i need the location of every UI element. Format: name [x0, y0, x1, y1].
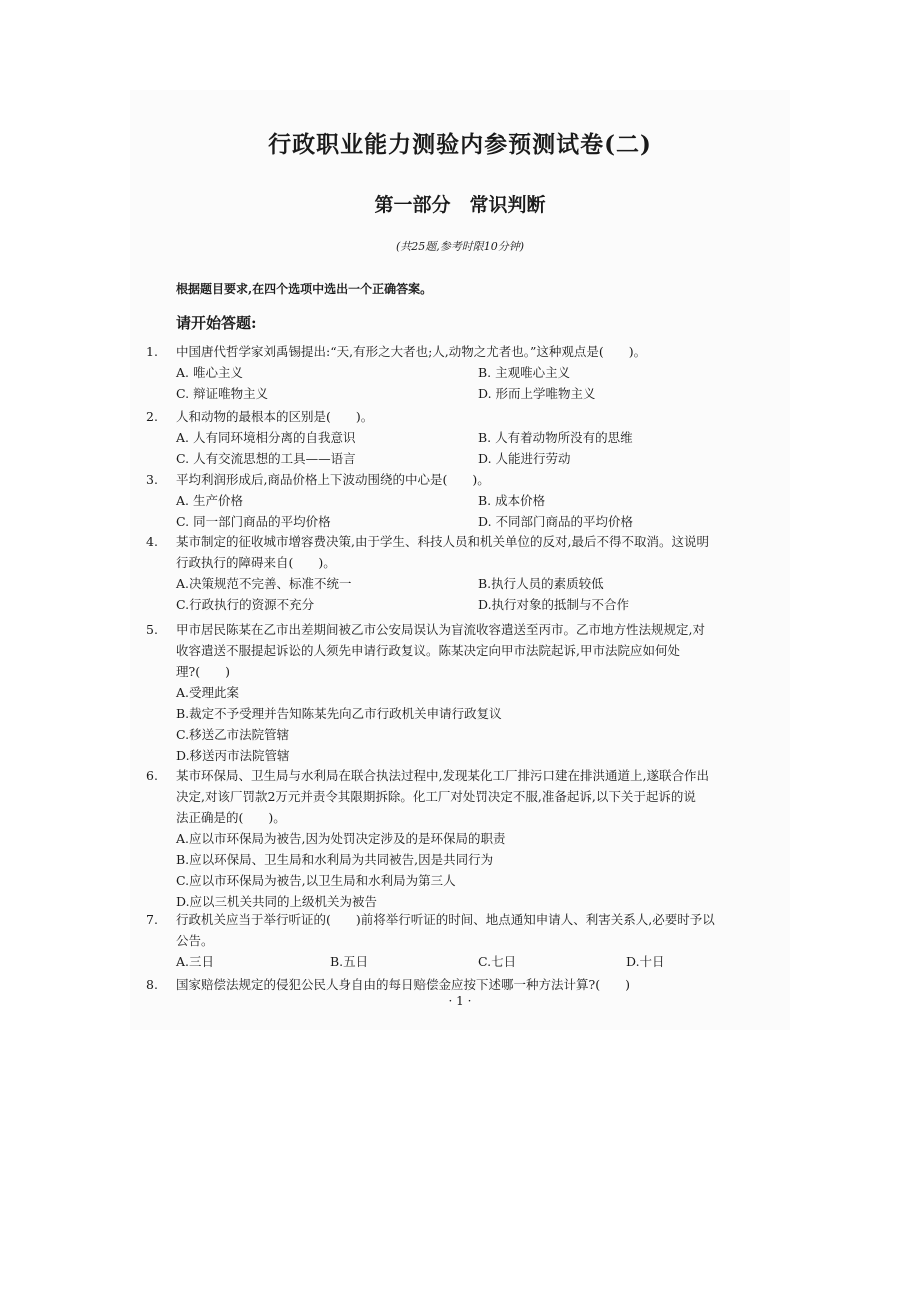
question-text: 中国唐代哲学家刘禹锡提出:“天,有形之大者也;人,动物之尤者也。”这种观点是( )。	[176, 344, 647, 359]
answer-option: A. 人有同环境相分离的自我意识	[176, 430, 356, 445]
answer-option: A. 唯心主义	[176, 365, 243, 380]
answer-option: D. 不同部门商品的平均价格	[478, 514, 634, 529]
question-number: 7.	[146, 912, 158, 927]
answer-option: C. 同一部门商品的平均价格	[176, 514, 331, 529]
start-label: 请开始答题:	[176, 314, 257, 332]
answer-option: D.应以三机关共同的上级机关为被告	[176, 894, 378, 909]
answer-option: B. 主观唯心主义	[478, 365, 571, 380]
instruction-text: 根据题目要求,在四个选项中选出一个正确答案。	[176, 282, 433, 296]
question-text: 公告。	[176, 933, 214, 948]
question-text: 人和动物的最根本的区别是( )。	[176, 409, 374, 424]
exam-title: 行政职业能力测验内参预测试卷(二)	[268, 131, 652, 158]
question-number: 4.	[146, 534, 158, 549]
question-number: 8.	[146, 977, 158, 992]
question-text: 收容遣送不服提起诉讼的人须先申请行政复议。陈某决定向甲市法院起诉,甲市法院应如何处	[176, 643, 680, 658]
answer-option: A. 生产价格	[176, 493, 243, 508]
answer-option: B.执行人员的素质较低	[478, 576, 604, 591]
question-text: 甲市居民陈某在乙市出差期间被乙市公安局误认为盲流收容遣送至丙市。乙市地方性法规规定,对	[176, 622, 705, 637]
answer-option: D. 形而上学唯物主义	[478, 386, 596, 401]
answer-option: D.执行对象的抵制与不合作	[478, 597, 630, 612]
answer-option: A.决策规范不完善、标准不统一	[176, 576, 352, 591]
question-number: 1.	[146, 344, 158, 359]
question-text: 理?( )	[176, 664, 230, 679]
answer-option: A.受理此案	[176, 685, 240, 700]
answer-option: B.五日	[330, 954, 369, 969]
question-number: 3.	[146, 472, 158, 487]
answer-option: C.应以市环保局为被告,以卫生局和水利局为第三人	[176, 873, 456, 888]
question-number: 6.	[146, 768, 158, 783]
answer-option: B. 成本价格	[478, 493, 546, 508]
page-number: · 1 ·	[448, 994, 472, 1008]
answer-option: C.移送乙市法院管辖	[176, 727, 290, 742]
answer-option: C. 辩证唯物主义	[176, 386, 269, 401]
answer-option: B.应以环保局、卫生局和水利局为共同被告,因是共同行为	[176, 852, 494, 867]
answer-option: A.三日	[176, 954, 215, 969]
answer-option: A.应以市环保局为被告,因为处罚决定涉及的是环保局的职责	[176, 831, 506, 846]
question-text: 行政执行的障碍来自( )。	[176, 555, 336, 570]
answer-option: C.七日	[478, 954, 517, 969]
answer-option: C.行政执行的资源不充分	[176, 597, 315, 612]
question-text: 平均利润形成后,商品价格上下波动围绕的中心是( )。	[176, 472, 490, 487]
answer-option: B. 人有着动物所没有的思维	[478, 430, 633, 445]
question-number: 5.	[146, 622, 158, 637]
answer-option: D.移送丙市法院管辖	[176, 748, 290, 763]
answer-option: B.裁定不予受理并告知陈某先向乙市行政机关申请行政复议	[176, 706, 502, 721]
question-text: 决定,对该厂罚款2万元并责令其限期拆除。化工厂对处罚决定不服,准备起诉,以下关于起诉的说	[176, 789, 696, 804]
part-title: 第一部分 常识判断	[374, 194, 546, 216]
answer-option: D.十日	[626, 954, 665, 969]
question-text: 法正确是的( )。	[176, 810, 286, 825]
answer-option: D. 人能进行劳动	[478, 451, 571, 466]
question-text: 行政机关应当于举行听证的( )前将举行听证的时间、地点通知申请人、利害关系人,必要时予以	[176, 912, 715, 927]
question-text: 国家赔偿法规定的侵犯公民人身自由的每日赔偿金应按下述哪一种方法计算?( )	[176, 977, 630, 992]
part-note: (共25题,参考时限10分钟)	[395, 240, 525, 253]
question-text: 某市制定的征收城市增容费决策,由于学生、科技人员和机关单位的反对,最后不得不取消。这说明	[176, 534, 709, 549]
question-number: 2.	[146, 409, 158, 424]
question-text: 某市环保局、卫生局与水利局在联合执法过程中,发现某化工厂排污口建在排洪通道上,遂联合作出	[176, 768, 709, 783]
answer-option: C. 人有交流思想的工具——语言	[176, 451, 356, 466]
